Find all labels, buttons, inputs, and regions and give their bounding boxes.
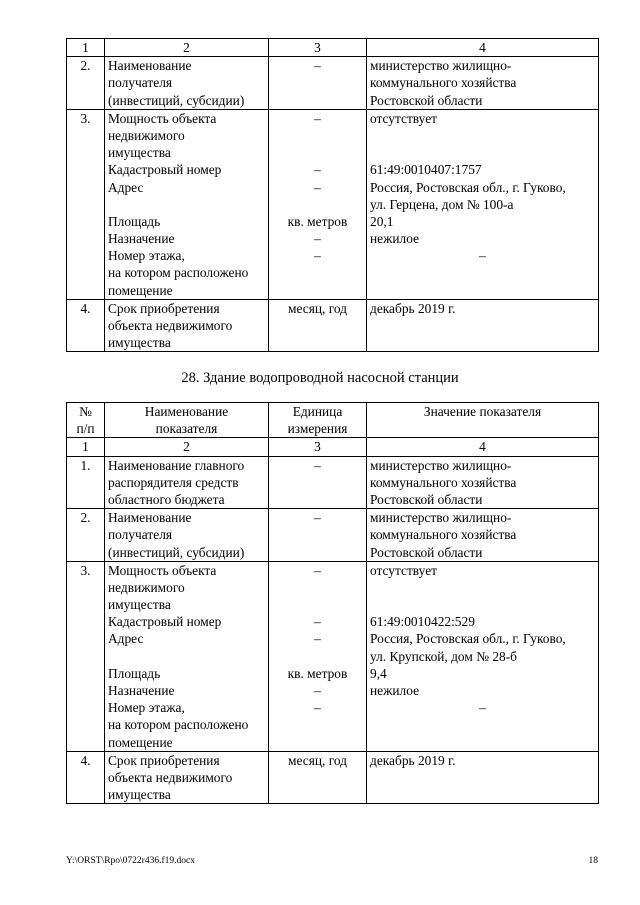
row-number: 4.: [67, 299, 105, 352]
row-number: 3.: [67, 109, 105, 299]
unit: – – – кв. метров – –: [269, 561, 367, 751]
indicator-value: декабрь 2019 г.: [367, 751, 599, 804]
column-number-row: [67, 438, 599, 456]
col-number: 3: [269, 438, 367, 456]
footer-file-path: Y:\ORST\Rpo\0722r436.f19.docx: [66, 856, 195, 866]
header-row: [67, 403, 599, 438]
table-row: [67, 299, 599, 352]
unit: – – – кв. метров – –: [269, 109, 367, 299]
table-continuation: [66, 38, 599, 352]
table-row: [67, 561, 599, 751]
table-row: [67, 57, 599, 110]
col-number: 4: [367, 438, 599, 456]
indicator-name: Срок приобретения объекта недвижимого имущества: [105, 299, 269, 352]
indicator-name: Наименование получателя (инвестиций, субсидии): [105, 57, 269, 110]
unit: месяц, год: [269, 299, 367, 352]
indicator-name: Срок приобретения объекта недвижимого имущества: [105, 751, 269, 804]
header-value: Значение показателя: [367, 403, 599, 438]
indicator-value: министерство жилищно- коммунального хозяйства Ростовской области: [367, 456, 599, 509]
table-row: [67, 751, 599, 804]
table-row: [67, 456, 599, 509]
indicator-value: декабрь 2019 г.: [367, 299, 599, 352]
unit: –: [269, 509, 367, 562]
indicator-name: Мощность объекта недвижимого имущества Кадастровый номер Адрес Площадь Назначение Номер этажа, на котором расположено помещение: [105, 561, 269, 751]
header-name: Наименование показателя: [105, 403, 269, 438]
col-number: 4: [367, 39, 599, 57]
indicator-name: Наименование получателя (инвестиций, субсидии): [105, 509, 269, 562]
page-number: 18: [588, 856, 598, 866]
unit: –: [269, 456, 367, 509]
table-row: [67, 109, 599, 299]
row-number: 4.: [67, 751, 105, 804]
section-caption: 28. Здание водопроводной насосной станции: [181, 370, 459, 386]
indicator-value: отсутствует 61:49:0010422:529 Россия, Ростовская обл., г. Гуково, ул. Крупской, дом № 28-б 9,4 нежилое –: [367, 561, 599, 751]
indicator-name: Наименование главного распорядителя средств областного бюджета: [105, 456, 269, 509]
row-number: 3.: [67, 561, 105, 751]
unit: месяц, год: [269, 751, 367, 804]
col-number: 2: [105, 438, 269, 456]
indicator-value: отсутствует 61:49:0010407:1757 Россия, Ростовская обл., г. Гуково, ул. Герцена, дом № 100-а 20,1 нежилое –: [367, 109, 599, 299]
header-unit: Единица измерения: [269, 403, 367, 438]
col-number: 1: [67, 438, 105, 456]
col-number: 1: [67, 39, 105, 57]
indicator-value: министерство жилищно- коммунального хозяйства Ростовской области: [367, 509, 599, 562]
column-number-row: [67, 39, 599, 57]
col-number: 3: [269, 39, 367, 57]
header-num: № п/п: [67, 403, 105, 438]
table-pump-station: [66, 402, 599, 804]
col-number: 2: [105, 39, 269, 57]
indicator-name: Мощность объекта недвижимого имущества Кадастровый номер Адрес Площадь Назначение Номер этажа, на котором расположено помещение: [105, 109, 269, 299]
unit: –: [269, 57, 367, 110]
indicator-value: министерство жилищно- коммунального хозяйства Ростовской области: [367, 57, 599, 110]
row-number: 2.: [67, 57, 105, 110]
table-row: [67, 509, 599, 562]
row-number: 1.: [67, 456, 105, 509]
row-number: 2.: [67, 509, 105, 562]
